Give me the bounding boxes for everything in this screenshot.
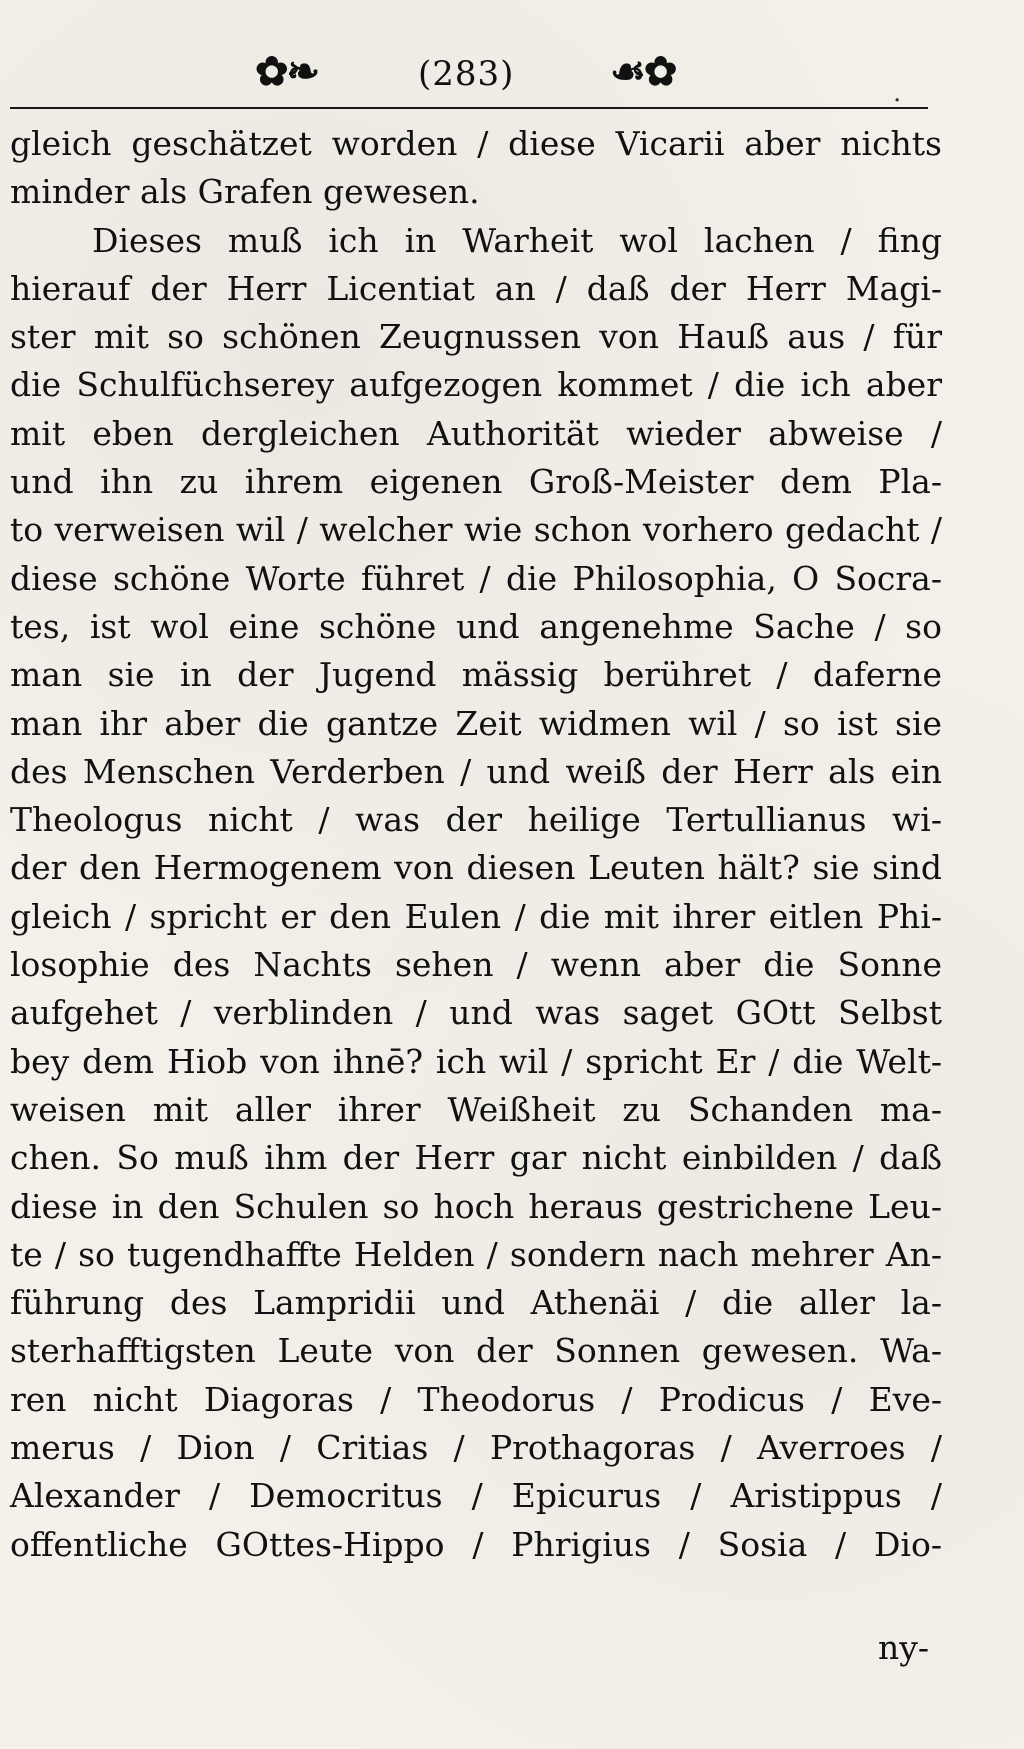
text-line: Alexander / Democritus / Epicurus / Aristippus / [10,1476,942,1516]
text-line: losophie des Nachts sehen / wenn aber die Sonne [10,945,942,985]
text-line: des Menschen Verderben / und weiß der Herr als ein [10,751,942,791]
text-line: Theologus nicht / was der heilige Tertullianus wi- [10,800,942,840]
text-line: gleich geschätzet worden / diese Vicarii aber nichts [10,124,942,163]
left-ornament: ✿❧ [255,48,319,95]
text-line: ster mit so schönen Zeugnussen von Hauß aus / für [10,317,942,357]
catchword: ny- [878,1628,930,1667]
text-line: te / so tugendhaffte Helden / sondern nach mehrer An- [10,1234,942,1274]
text-line: sterhafftigsten Leute von der Sonnen gewesen. Wa- [10,1331,942,1371]
text-line: diese schöne Worte führet / die Philosophia, O Socra- [10,558,942,598]
text-line: offentliche GOttes-Hippo / Phrigius / Sosia / Dio- [10,1524,942,1564]
text-line: tes, ist wol eine schöne und angenehme Sache / so [10,606,942,646]
page-number: (283) [418,54,515,94]
text-line: gleich / spricht er den Eulen / die mit ihrer eitlen Phi- [10,896,942,936]
text-line: Dieses muß ich in Warheit wol lachen / fing [92,220,942,260]
text-line: führung des Lampridii und Athenäi / die aller la- [10,1283,942,1323]
text-line: man ihr aber die gantze Zeit widmen wil / so ist sie [10,703,942,743]
text-line: bey dem Hiob von ihnē? ich wil / spricht Er / die Welt- [10,1041,942,1081]
header-rule [10,107,928,109]
text-line: minder als Grafen gewesen. [10,172,480,212]
running-header [0,48,1024,108]
text-line: und ihn zu ihrem eigenen Groß-Meister dem Pla- [10,462,942,502]
text-line: diese in den Schulen so hoch heraus gestrichene Leu- [10,1186,942,1226]
right-ornament: ☙✿ [610,48,676,95]
margin-mark: . [893,78,902,108]
text-line: aufgehet / verblinden / und was saget GOtt Selbst [10,993,942,1033]
text-line: die Schulfüchserey aufgezogen kommet / die ich aber [10,365,942,405]
text-line: man sie in der Jugend mässig berühret / daferne [10,655,942,695]
text-line: mit eben dergleichen Authorität wieder abweise / [10,413,942,453]
text-line: der den Hermogenem von diesen Leuten hält? sie sind [10,848,942,888]
text-line: to verweisen wil / welcher wie schon vorhero gedacht / [10,510,942,550]
text-line: ren nicht Diagoras / Theodorus / Prodicus / Eve- [10,1379,942,1419]
text-line: merus / Dion / Critias / Prothagoras / Averroes / [10,1428,942,1468]
text-line: hierauf der Herr Licentiat an / daß der Herr Magi- [10,268,942,308]
page-body-text [10,120,942,1569]
text-line: weisen mit aller ihrer Weißheit zu Schanden ma- [10,1089,942,1129]
text-line: chen. So muß ihm der Herr gar nicht einbilden / daß [10,1138,942,1178]
